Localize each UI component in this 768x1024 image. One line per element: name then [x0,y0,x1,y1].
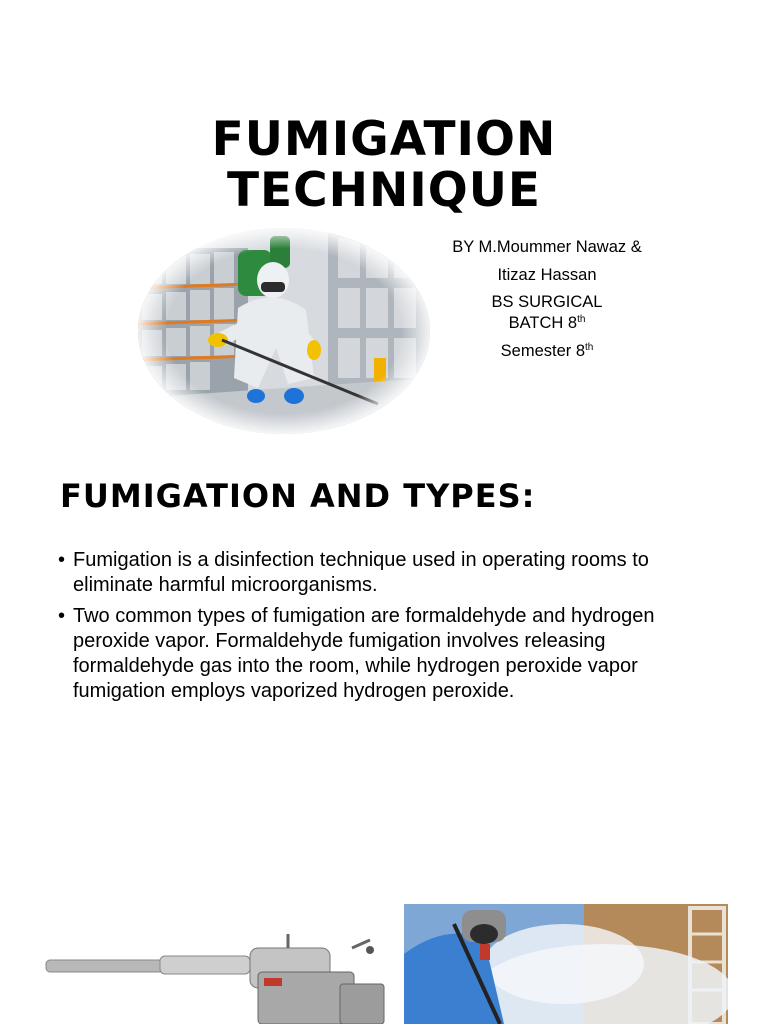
bullet-dot: • [58,605,66,627]
semester-label: Semester 8th [500,342,594,360]
slide-title [0,114,768,216]
bullet-text: Fumigation is a disinfection technique used in operating rooms to eliminate harmful microorganisms. [73,549,649,596]
fogger-machine-image [40,898,396,1024]
fumigation-worker-image [138,228,430,434]
bullet-item [58,604,698,704]
bullet-dot: • [58,549,66,571]
section-heading: FUMIGATION AND TYPES: [60,477,536,515]
fog-worker-image [404,904,728,1024]
author-names-2: Itizaz Hassan [497,266,597,284]
bullet-list [58,548,698,710]
author-info [430,236,664,368]
author-names-1: BY M.Moummer Nawaz & [452,238,642,256]
program-label: BS SURGICAL [491,293,603,311]
title-line-2: TECHNIQUE [226,163,542,218]
title-line-1: FUMIGATION [211,112,557,167]
batch-label: BATCH 8th [508,314,586,332]
bullet-item [58,548,698,598]
bullet-text: Two common types of fumigation are formaldehyde and hydrogen peroxide vapor. Formaldehyde fumigation involves releasing formaldehyde gas into the room, while hydrogen peroxide vapor fumigation employs vaporized hydrogen peroxide. [73,605,655,702]
